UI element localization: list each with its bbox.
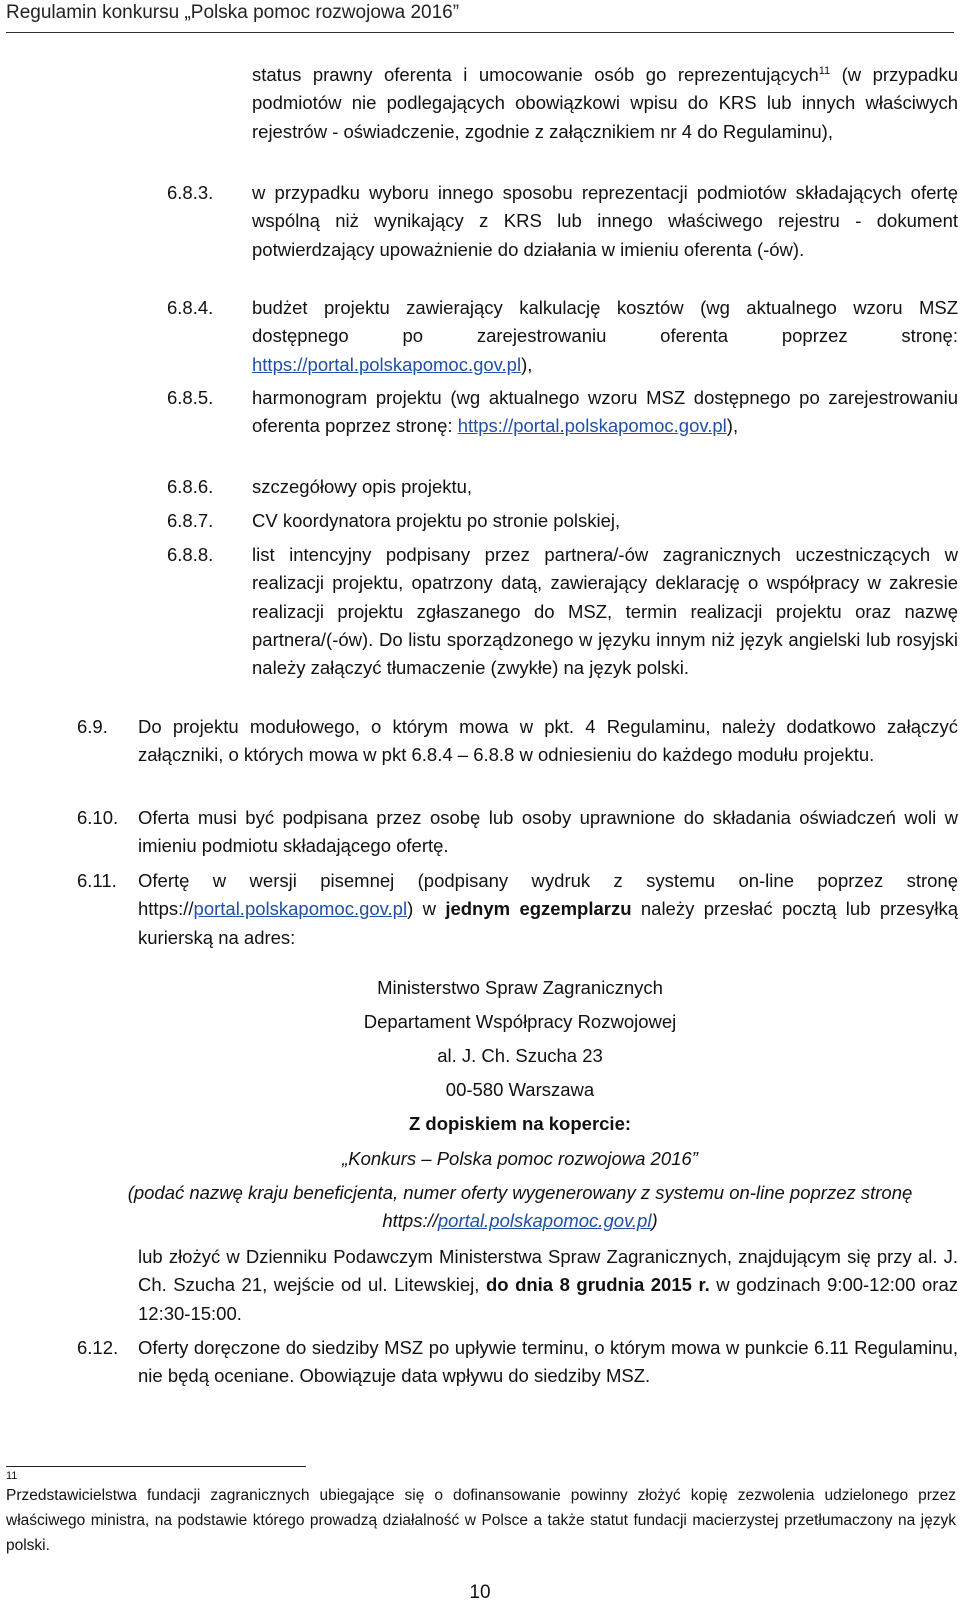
- portal-link[interactable]: portal.polskapomoc.gov.pl: [437, 1210, 652, 1232]
- portal-link[interactable]: https://portal.polskapomoc.gov.pl: [457, 415, 727, 437]
- item-text-tail: ),: [521, 353, 533, 375]
- footnote: [6, 1469, 956, 1558]
- address-ministry: Ministerstwo Spraw Zagranicznych: [377, 977, 663, 998]
- delivery-hours: w godzinach 9:00-12:00 oraz 12:30-15:00.: [138, 1274, 958, 1324]
- item-number: 6.8.4.: [167, 297, 214, 318]
- item-number: 6.8.5.: [167, 387, 214, 408]
- item-text: należy przesłać pocztą lub przesyłką kurierską na adres:: [138, 898, 958, 948]
- item-text: list intencyjny podpisany przez partnera/-ów zagranicznych uczestniczących w realizacji projektu, opatrzony datą, zawierający deklarację o współpracy w zakresie realizacji projektu zgłaszanego do MSZ, termin realizacji projektu oraz nazwę partnera/(-ów). Do listu sporządzonego w języku innym niż język angielski lub rosyjski należy załączyć tłumaczenie (zwykłe) na język polski.: [252, 544, 958, 679]
- emphasis-one-copy: jednym egzemplarzu: [445, 898, 632, 920]
- instruction-text: (podać nazwę kraju beneficjenta, numer oferty wygenerowany z systemu on-line poprzez stronę https://: [127, 1182, 913, 1232]
- delivery-text: lub złożyć w Dzienniku Podawczym Ministerstwa Spraw Zagranicznych, znajdującym się przy al. J. Ch. Szucha 21, wejście od ul. Litewskiej,: [138, 1246, 958, 1296]
- item-text: CV koordynatora projektu po stronie polskiej,: [252, 510, 621, 531]
- item-number: 6.8.3.: [167, 182, 214, 203]
- instruction-text-end: ): [651, 1210, 658, 1232]
- continuation-text-end: (w przypadku podmiotów nie podlegających obowiązkowi wpisu do KRS lub innych właściwych rejestrów - oświadczenie, zgodnie z załącznikiem nr 4 do Regulaminu),: [252, 64, 958, 142]
- item-number: 6.12.: [77, 1337, 119, 1358]
- contest-name: „Konkurs – Polska pomoc rozwojowa 2016”: [342, 1148, 698, 1169]
- item-text: Oferty doręczone do siedziby MSZ po upływie terminu, o którym mowa w punkcie 6.11 Regulaminu, nie będą oceniane. Obowiązuje data wpływu do siedziby MSZ.: [138, 1337, 958, 1387]
- item-text: harmonogram projektu (wg aktualnego wzoru MSZ dostępnego po zarejestrowaniu oferenta poprzez stronę:: [252, 387, 958, 437]
- item-text: budżet projektu zawierający kalkulację kosztów (wg aktualnego wzoru MSZ dostępnego po zarejestrowaniu oferenta poprzez stronę:: [252, 297, 958, 347]
- page-number: 10: [469, 1582, 491, 1603]
- item-text: szczegółowy opis projektu,: [252, 476, 473, 497]
- address-city: 00-580 Warszawa: [445, 1079, 595, 1100]
- item-number: 6.9.: [77, 716, 108, 737]
- item-text: Oferta musi być podpisana przez osobę lub osoby uprawnione do składania oświadczeń woli w imieniu podmiotu składającego ofertę.: [138, 807, 958, 857]
- item-number: 6.10.: [77, 807, 119, 828]
- envelope-note-heading: Z dopiskiem na kopercie:: [408, 1113, 632, 1134]
- item-number: 6.8.6.: [167, 476, 214, 497]
- item-number: 6.8.7.: [167, 510, 214, 531]
- footnote-text: Przedstawicielstwa fundacji zagranicznych ubiegające się o dofinansowanie powinny złożyć kopię zezwolenia udzielonego przez właściwego ministra, na podstawie którego prowadzą działalność w Polsce a także statut fundacji macierzystej przetłumaczony na język polski.: [6, 1487, 956, 1554]
- footnote-ref-11[interactable]: 11: [818, 64, 831, 77]
- address-department: Departament Współpracy Rozwojowej: [363, 1011, 677, 1032]
- item-number: 6.11.: [77, 870, 117, 891]
- item-text: w przypadku wyboru innego sposobu reprezentacji podmiotów składających ofertę wspólną niż wynikający z KRS lub innego właściwego rejestru - dokument potwierdzający upoważnienie do działania w imieniu oferenta (-ów).: [252, 182, 958, 260]
- envelope-instruction: [96, 1179, 944, 1236]
- item-number: 6.8.8.: [167, 544, 214, 565]
- item-text: Do projektu modułowego, o którym mowa w pkt. 4 Regulaminu, należy dodatkowo załączyć załączniki, o których mowa w pkt 6.8.4 – 6.8.8 w odniesieniu do każdego modułu projektu.: [138, 716, 958, 766]
- item-text: Ofertę w wersji pisemnej (podpisany wydruk z systemu on-line poprzez stronę https://: [138, 870, 958, 920]
- portal-link[interactable]: portal.polskapomoc.gov.pl: [193, 898, 408, 920]
- deadline-date: do dnia 8 grudnia 2015 r.: [485, 1274, 710, 1296]
- portal-link[interactable]: https://portal.polskapomoc.gov.pl: [252, 353, 522, 375]
- address-street: al. J. Ch. Szucha 23: [437, 1045, 603, 1066]
- page-header: [6, 0, 954, 33]
- header-title: Regulamin konkursu „Polska pomoc rozwojowa 2016”: [6, 2, 460, 23]
- item-text: ) w: [407, 898, 446, 920]
- footnote-mark: 11: [6, 1470, 18, 1482]
- footnote-separator: [6, 1466, 306, 1467]
- continuation-text-start: status prawny oferenta i umocowanie osób go reprezentujących: [252, 64, 819, 85]
- item-text-tail: ),: [726, 415, 739, 437]
